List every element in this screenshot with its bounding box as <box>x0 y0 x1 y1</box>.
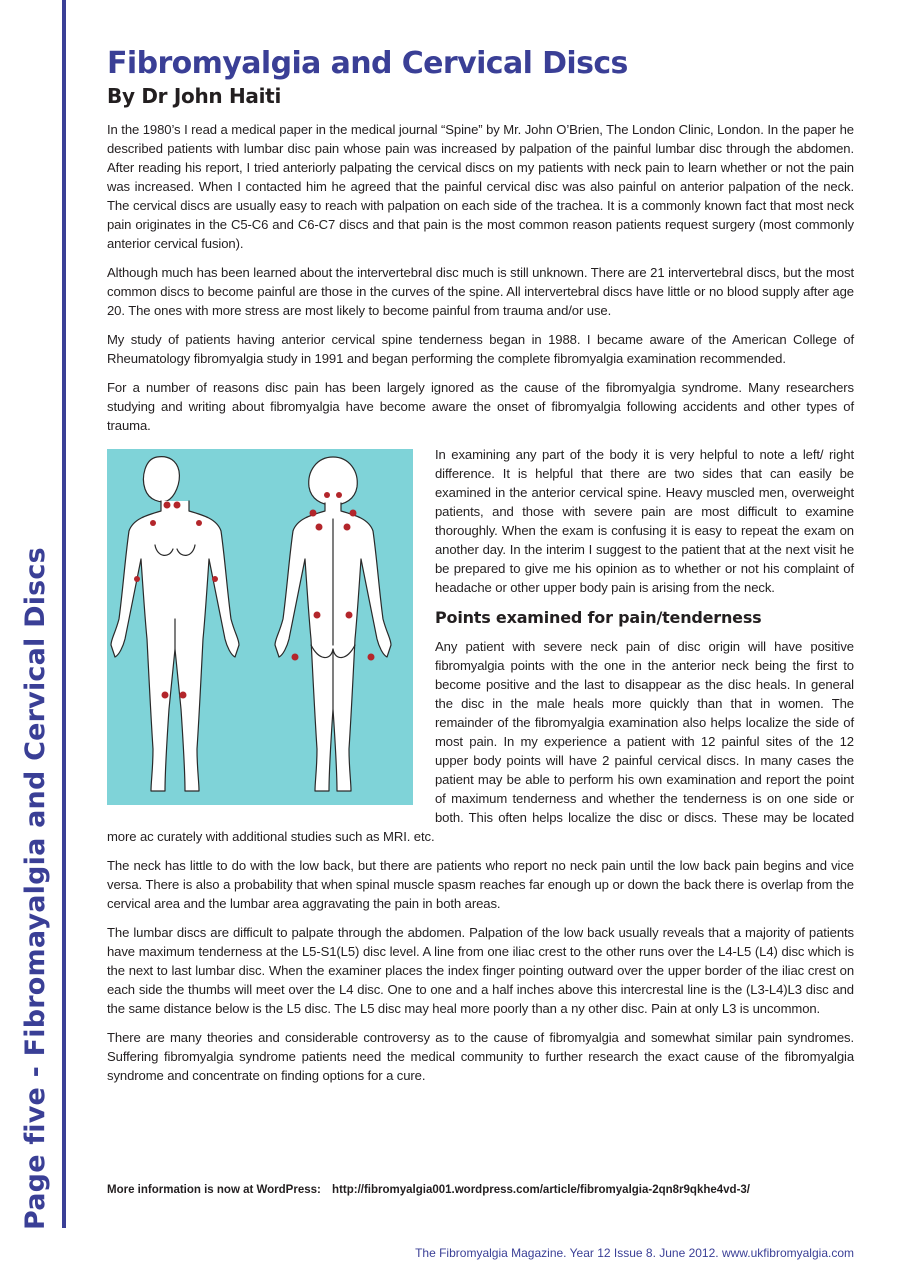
paragraph-examining: In examining any part of the body it is very helpful to note a left/ right difference. It is helpful that there are two sides that can easily be examined in the anterior cervical spine. Heavy muscled men, overweight patients, and those with severe pain are most difficult to examine thoroughly. When the exam is confusing it is easy to repeat the exam on another day. In the interim I suggest to the patient that at the next visit he be prepared to give me his opinion as to whether or not his complaint of headache or other upper body pain is arising from the neck. <box>435 447 854 595</box>
back-body-figure <box>275 457 391 791</box>
paragraph-closing-3: There are many theories and considerable controversy as to the cause of fibromyalgia and somewhat similar pain syndromes. Suffering fibromyalgia syndrome patients need the medical community to further research the exact cause of the fibromyalgia syndrome and concentrate on finding options for a cure. <box>107 1030 854 1083</box>
more-info-label: More information is now at WordPress: <box>107 1184 321 1196</box>
paragraph-intro-3: My study of patients having anterior cervical spine tenderness began in 1988. I became aware of the American College of Rheumatology fibromyalgia study in 1991 and began performing the complete fibromyalgia examination recommended. <box>107 332 854 366</box>
section-heading-points: Points examined for pain/tenderness <box>435 608 762 627</box>
body-outline-illustration <box>107 449 413 805</box>
paragraph-intro-1: In the 1980’s I read a medical paper in the medical journal “Spine” by Mr. John O’Brien, The London Clinic, London. In the paper he described patients with lumbar disc pain whose pain was increased by palpation of the painful lumbar disc through the abdomen. After reading his report, I tried anteriorly palpating the cervical discs on my patients with neck pain to learn whether or not the pain was increased. When I contacted him he agreed that the painful cervical disc was also painful on anterior palpation of the neck. The cervical discs are usually easy to reach with palpation on each side of the trachea. It is a commonly known fact that most neck pain originates in the C5-C6 and C6-C7 discs and that pain is the most common reason patients request surgery (most commonly anterior cervical fusion). <box>107 122 854 251</box>
more-info <box>107 1184 750 1196</box>
paragraph-points: Any patient with severe neck pain of disc origin will have positive fibromyalgia points with the one in the anterior neck being the first to become positive and the last to disappear as the disc heals. In general the disc in the male heals more quickly than that in women. The remainder of the fibromyalgia examination also helps localize the side of most pain. In my experience a patient with 12 painful sites of the 12 upper body points will have 2 painful cervical discs. In many cases the patient may be able to perform his own examination and report the point of maximum tenderness and whether the tenderness is on one side or both. This often helps localize the disc or discs. These may be located more ac curately with additional studies such as MRI. etc. <box>107 639 854 844</box>
more-info-link[interactable]: http://fibromyalgia001.wordpress.com/article/fibromyalgia-2qn8r9qkhe4vd-3/ <box>332 1184 750 1196</box>
page-footer: The Fibromyalgia Magazine. Year 12 Issue 8. June 2012. www.ukfibromyalgia.com <box>415 1246 854 1260</box>
article-title: Fibromyalgia and Cervical Discs <box>107 46 628 81</box>
side-title: Page five - Fibromayalgia and Cervical Discs <box>20 547 51 1230</box>
article-byline: By Dr John Haiti <box>107 84 281 108</box>
article <box>107 46 854 1095</box>
paragraph-closing-1: The neck has little to do with the low back, but there are patients who report no neck pain until the low back pain begins and vice versa. There is also a probability that when spinal muscle spasm reaches far enough up or down the back there is overlap from the cervical area and the lumbar area aggravating the pain in both areas. <box>107 858 854 911</box>
tender-points-figure <box>107 449 413 805</box>
paragraph-intro-2: Although much has been learned about the intervertebral disc much is still unknown. There are 21 intervertebral discs, but the most common discs to become painful are those in the curves of the spine. All intervertebral discs have little or no blood supply after age 20. The ones with more stress are most likely to become painful from trauma and/or use. <box>107 265 854 318</box>
paragraph-intro-4: For a number of reasons disc pain has been largely ignored as the cause of the fibromyalgia syndrome. Many researchers studying and writing about fibromyalgia have become aware the onset of fibromyalgia following accidents and other types of trauma. <box>107 380 854 433</box>
side-rule <box>62 0 66 1228</box>
paragraph-closing-2: The lumbar discs are difficult to palpate through the abdomen. Palpation of the low back usually reveals that a majority of patients have maximum tenderness at the L5-S1(L5) disc level. A line from one iliac crest to the other runs over the L4-L5 (L4) disc which is the next to last lumbar disc. When the examiner places the index finger pointing outward over the upper border of the iliac crest on each side the thumbs will meet over the L4 disc. One to one and a half inches above this intercrestal line is the (L3-L4)L3 disc and the same distance below is the L5 disc. The L5 disc may heal more poorly than a ny other disc. Pain at only L3 is uncommon. <box>107 925 854 1016</box>
